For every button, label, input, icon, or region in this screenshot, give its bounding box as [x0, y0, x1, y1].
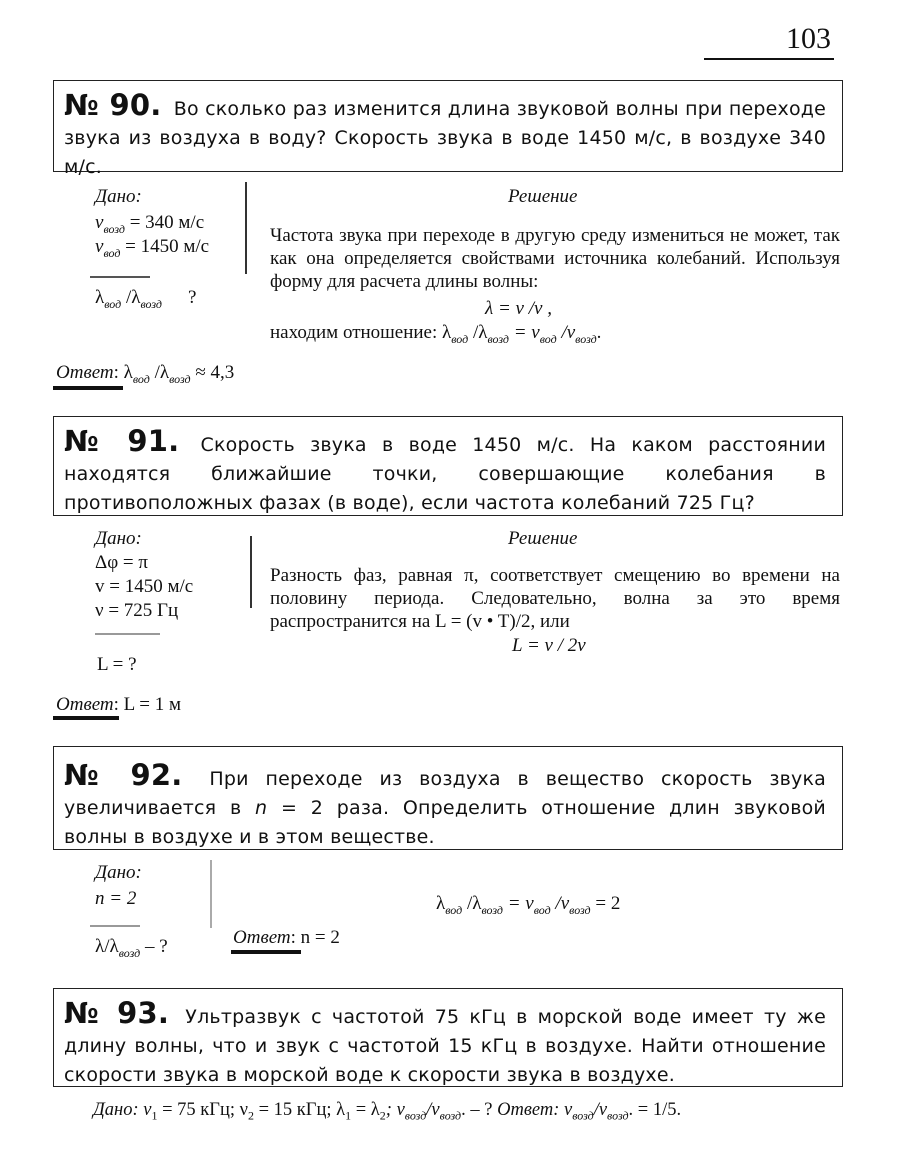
p91-vertical-divider — [250, 536, 252, 608]
problem-91-number: № 91. — [64, 424, 180, 458]
p93-solution-line: Дано: $\nu_1 = 75$ кГц; $\nu_2 = 15$ кГц; $\lambda_1 = \lambda_2$; $v_{возд}/v_{возд}$. – ? Ответ: $v_{возд}/v_{возд}$. = 1/5. — [93, 1100, 682, 1123]
p90-solution-text: Частота звука при переходе в другую среду измениться не может, так как она определяется свойствами источника колебаний. Используя форму для расчета длины волны: — [270, 225, 840, 292]
p91-given-1: Δφ = π — [95, 552, 148, 573]
p91-formula: L = v / 2ν — [512, 635, 586, 656]
problem-93-number: № 93. — [64, 996, 170, 1030]
header-rule — [704, 58, 834, 60]
p90-formula: λ = v /ν , — [485, 298, 552, 319]
p91-given-divider — [95, 633, 160, 635]
p90-given-title: Дано: — [95, 186, 142, 207]
p92-given-divider — [90, 925, 140, 927]
problem-93-box — [53, 988, 843, 1087]
problem-90-text: Во сколько раз изменится длина звуковой волны при переходе звука из воздуха в воду? Скорость звука в воде 1450 м/с, в воздухе 340 м/с. — [64, 98, 826, 178]
page-number: 103 — [786, 22, 831, 55]
p92-answer: Ответ: n = 2 — [233, 927, 340, 948]
p91-answer-underline — [53, 716, 119, 720]
problem-90-number: № 90. — [64, 88, 162, 122]
p92-given-title: Дано: — [95, 862, 142, 883]
p90-find: $\lambda_{вод}$ $/\lambda_{возд}$ ? — [95, 287, 197, 311]
p91-solution-title: Решение — [508, 528, 578, 549]
problem-91-statement — [64, 424, 826, 518]
p90-vertical-divider — [245, 182, 247, 274]
p91-solution-text: Разность фаз, равная π, соответствует смещению во времени на половину периода. Следовательно, волна за это время распространится на L = (v • T)/2, или — [270, 565, 840, 632]
p91-find: L = ? — [97, 654, 137, 675]
problem-93-statement — [64, 996, 826, 1090]
problem-90-statement — [64, 88, 826, 182]
p91-given-3: ν = 725 Гц — [95, 600, 179, 621]
p90-ratio: находим отношение: $\lambda_{вод}$ $/\lambda_{возд} = v_{вод}$ $/v_{возд}$. — [270, 322, 602, 346]
p90-given-divider — [90, 276, 150, 278]
problem-93-text: Ультразвук с частотой 75 кГц в морской воде имеет ту же длину волны, что и звук с частотой 15 кГц в воздухе. Найти отношение скорости звука в морской воде к скорости звука в воздухе. — [64, 1006, 826, 1086]
p91-given-2: v = 1450 м/с — [95, 576, 194, 597]
p92-given-1: n = 2 — [95, 888, 137, 909]
p90-given-1: $v_{возд} = 340$ м/с — [95, 212, 205, 236]
p90-given-2: $v_{вод} = 1450$ м/с — [95, 236, 210, 260]
p92-find: $\lambda/\lambda_{возд}$ – ? — [95, 936, 168, 960]
p92-vertical-divider — [210, 860, 212, 928]
p92-formula: $\lambda_{вод}$ $/\lambda_{возд} = v_{вод}$ $/v_{возд} = 2$ — [436, 893, 621, 917]
p92-answer-underline — [231, 950, 301, 954]
p91-given-title: Дано: — [95, 528, 142, 549]
problem-92-box — [53, 746, 843, 850]
p91-answer: Ответ: L = 1 м — [56, 694, 182, 715]
problem-91-box — [53, 416, 843, 516]
problem-92-number: № 92. — [64, 758, 183, 792]
problem-91-text: Скорость звука в воде 1450 м/с. На каком расстоянии находятся ближайшие точки, совершающие колебания в противоположных фазах (в воде), если частота колебаний 725 Гц? — [64, 434, 826, 514]
p90-solution-title: Решение — [508, 186, 578, 207]
p90-answer: Ответ: $\lambda_{вод}$ $/\lambda_{возд} \approx 4,3$ — [56, 362, 235, 386]
problem-90-box — [53, 80, 843, 178]
problem-92-text: При переходе из воздуха в вещество скорость звука увеличивается в n = 2 раза. Определить отношение длин звуковой волны в воздухе и в этом веществе. — [64, 768, 826, 848]
p90-answer-underline — [53, 386, 123, 390]
problem-92-statement — [64, 758, 826, 852]
